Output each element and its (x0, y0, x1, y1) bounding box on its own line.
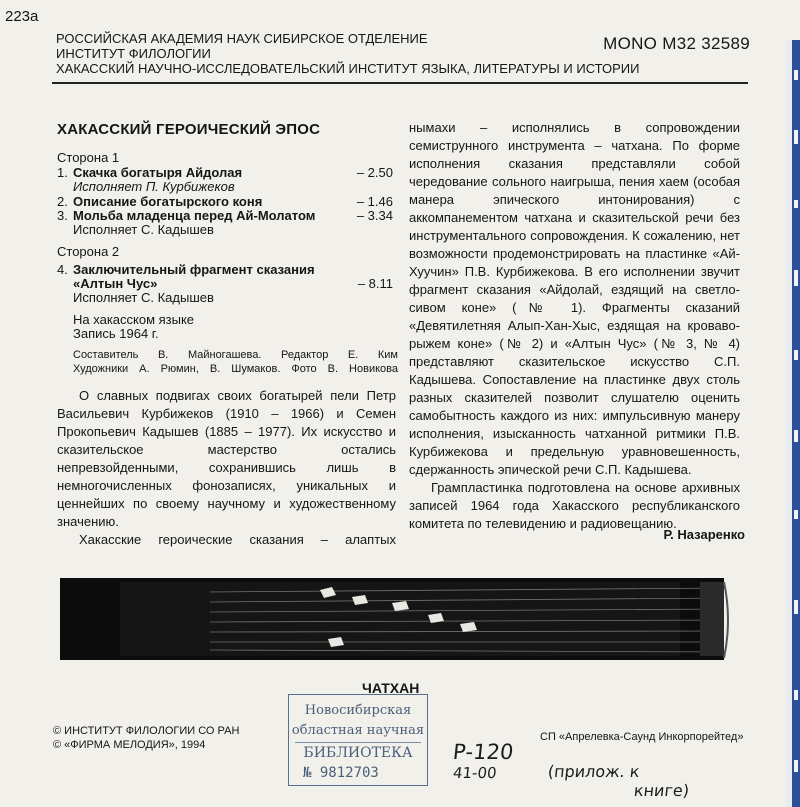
track-duration: – 8.11 (357, 276, 393, 291)
credits-line: Художники А. Рюмин, В. Шумаков. Фото В. Новикова (73, 363, 398, 375)
recording-note: Запись 1964 г. (73, 326, 159, 341)
track-title: «Алтын Чус» (73, 276, 158, 291)
catalog-number: MONO M32 32589 (603, 34, 750, 53)
track-number: 1. (57, 165, 68, 180)
performer-credit: Исполняет С. Кадышев (73, 290, 214, 305)
chatkhan-photo (60, 578, 736, 660)
album-title: ХАКАССКИЙ ГЕРОИЧЕСКИЙ ЭПОС (57, 121, 321, 138)
side-1-label: Сторона 1 (57, 150, 120, 165)
performer-credit: Исполняет С. Кадышев (73, 222, 214, 237)
inventory-number: № 9812703 (303, 765, 379, 781)
track-number: 4. (57, 262, 68, 277)
copyright-block (53, 724, 239, 752)
header-line: РОССИЙСКАЯ АКАДЕМИЯ НАУК СИБИРСКОЕ ОТДЕЛЕНИЕ (56, 31, 428, 46)
track-number: 3. (57, 208, 68, 223)
side-2-label: Сторона 2 (57, 244, 120, 259)
essay-column-1 (57, 387, 396, 549)
handwritten-note: (прилож. к (547, 762, 641, 781)
essay-paragraph: О славных подвигах своих богатырей пели Петр Васильевич Курбижеков (1910 – 1966) и Семен Прокопьевич Кадышев (1885 – 1977). Их искусство и сказительское мастерство остались непревзойденными, сохранившись лишь в немногочисленных фонозаписях, уникальных и ценнейших по своему научному и художественному значению. (57, 388, 396, 529)
track-duration: – 3.34 (356, 208, 393, 223)
track-number: 2. (57, 194, 68, 209)
photo-caption: ЧАТХАН (362, 680, 420, 696)
stamp-line: областная научная (291, 723, 425, 738)
stamp-line: БИБЛИОТЕКА (303, 745, 413, 761)
handwritten-code: Р-120 (451, 740, 515, 764)
handwritten-note: книге) (633, 781, 691, 800)
copyright-line: © «ФИРМА МЕЛОДИЯ», 1994 (53, 739, 206, 751)
handwritten-price: 41-00 (452, 764, 498, 782)
manufacturer-credit: СП «Апрелевка-Саунд Инкорпорейтед» (540, 731, 744, 743)
page-number: 223а (5, 8, 39, 25)
track-title: Скачка богатыря Айдолая (73, 165, 243, 180)
essay-paragraph: Грампластинка подготовлена на основе архивных записей 1964 года Хакасского республиканского комитета по телевидению и радиовещанию. (409, 480, 740, 531)
header-line: ИНСТИТУТ ФИЛОЛОГИИ (56, 46, 211, 61)
header-divider (52, 82, 748, 84)
language-note: На хакасском языке (73, 312, 195, 327)
track-duration: – 1.46 (356, 194, 393, 209)
copyright-line: © ИНСТИТУТ ФИЛОЛОГИИ СО РАН (53, 725, 240, 737)
decorative-edge (786, 40, 800, 807)
essay-paragraph: Хакасские героические сказания – алаптых (79, 532, 396, 547)
track-title: Заключительный фрагмент сказания (73, 262, 315, 277)
stamp-line: Новосибирская (304, 703, 412, 718)
publisher-header (56, 31, 640, 76)
author-signature: Р. Назаренко (663, 527, 745, 542)
essay-paragraph: нымахи – исполнялись в сопровождении семиструнного инструмента – чатхана. По форме исполнения сказания представляли собой чередование сольного наигрыша, пения хаем (особая манера эпического интонирования) с аккомпанементом чатхана и сказительской речи без инструментального сопровождения. К сожалению, нет возможности продемонстрировать на пластинке «Ай-Хуучин» П.В. Курбижекова. В его исполнении звучит фрагмент сказания «Айдолай, ездящий на светло-сивом коне» (№ 1). Фрагменты сказаний «Девятилетняя Алып-Хан-Хыс, ездящая на кроваво-рыжем коне» (№ 2) и «Алтын Чус» (№ 3, № 4) представляют сказительское искусство С.П. Кадышева. Сопоставление на пластинке двух столь разных сказителей позволит слушателю оценить самобытность каждого из них: импульсивную манеру исполнения, изысканность чатханной ритмики П.В. Курбижекова и предельную уравновешенность, сдержанность эпической речи С.П. Кадышева. (409, 120, 740, 477)
track-duration: – 2.50 (356, 165, 393, 180)
performer-credit: Исполняет П. Курбижеков (73, 179, 235, 194)
credits-line: Составитель В. Майногашева. Редактор Е. Ким (73, 349, 398, 361)
track-title: Описание богатырского коня (73, 194, 263, 209)
library-stamp (288, 694, 428, 786)
essay-column-2 (409, 119, 740, 533)
track-title: Мольба младенца перед Ай-Молатом (73, 208, 316, 223)
header-line: ХАКАССКИЙ НАУЧНО-ИССЛЕДОВАТЕЛЬСКИЙ ИНСТИТУТ ЯЗЫКА, ЛИТЕРАТУРЫ И ИСТОРИИ (56, 61, 640, 76)
